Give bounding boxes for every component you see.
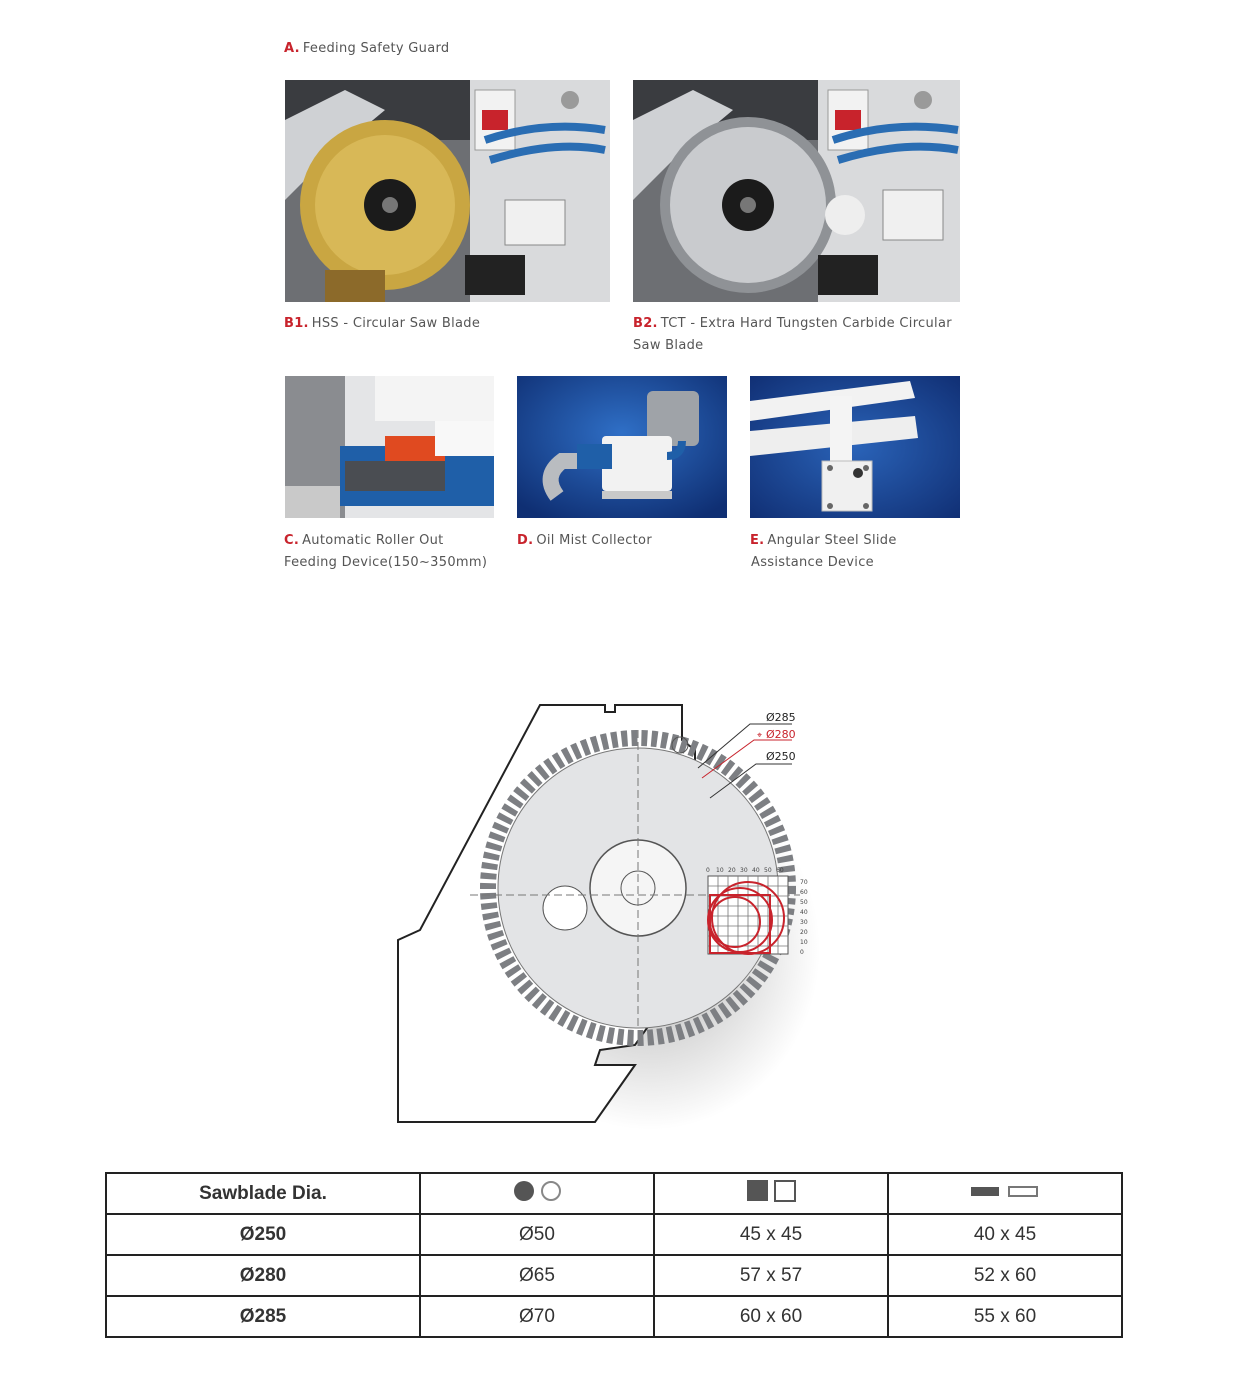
header-square bbox=[654, 1173, 888, 1214]
photo-hss-saw-blade bbox=[285, 80, 610, 302]
header-round bbox=[420, 1173, 654, 1214]
header-rectangle bbox=[888, 1173, 1122, 1214]
photo-angular-steel-slide bbox=[750, 376, 960, 518]
scale-top-30: 30 bbox=[740, 867, 748, 874]
row-rect: 52 x 60 bbox=[888, 1255, 1122, 1296]
photo-oil-mist-collector bbox=[517, 376, 727, 518]
row-rect: 55 x 60 bbox=[888, 1296, 1122, 1337]
round-bar-icon bbox=[510, 1178, 564, 1204]
rectangle-bar-icon bbox=[969, 1181, 1041, 1201]
row-round: Ø50 bbox=[420, 1214, 654, 1255]
caption-tct-saw-blade: B2. TCT - Extra Hard Tungsten Carbide Circular Saw Blade bbox=[633, 316, 952, 353]
row-round: Ø70 bbox=[420, 1296, 654, 1337]
table-header-row bbox=[106, 1173, 1122, 1214]
cutting-capacity-diagram bbox=[380, 690, 840, 1135]
photo-tct-saw-blade bbox=[633, 80, 960, 302]
caption-angular-steel-slide: E. Angular Steel Slide Assistance Device bbox=[750, 533, 897, 570]
scale-top-10: 10 bbox=[716, 867, 724, 874]
table-row bbox=[106, 1214, 1122, 1255]
label-285: Ø285 bbox=[766, 711, 796, 724]
scale-top-40: 40 bbox=[752, 867, 760, 874]
square-bar-icon bbox=[741, 1177, 801, 1205]
row-dia: Ø280 bbox=[106, 1255, 420, 1296]
row-rect: 40 x 45 bbox=[888, 1214, 1122, 1255]
scale-right-40: 40 bbox=[800, 909, 808, 916]
scale-right-30: 30 bbox=[800, 919, 808, 926]
sawblade-capacity-table bbox=[105, 1172, 1123, 1338]
caption-hss-saw-blade: B1. HSS - Circular Saw Blade bbox=[284, 316, 481, 331]
scale-right-0: 0 bbox=[800, 949, 804, 956]
scale-right-60: 60 bbox=[800, 889, 808, 896]
caption-roller-out-feeding: C. Automatic Roller Out Feeding Device(150~350mm) bbox=[284, 533, 488, 570]
caption-feeding-safety-guard: A. Feeding Safety Guard bbox=[284, 41, 450, 56]
scale-top-50: 50 bbox=[764, 867, 772, 874]
scale-top-0: 0 bbox=[706, 867, 710, 874]
row-square: 60 x 60 bbox=[654, 1296, 888, 1337]
table-row bbox=[106, 1296, 1122, 1337]
header-sawblade-dia: Sawblade Dia. bbox=[106, 1173, 420, 1214]
idler-disc bbox=[543, 886, 587, 930]
scale-top-20: 20 bbox=[728, 867, 736, 874]
photo-roller-out-feeding bbox=[285, 376, 494, 518]
row-dia: Ø285 bbox=[106, 1296, 420, 1337]
label-280: Ø280 bbox=[766, 728, 796, 741]
scale-right-20: 20 bbox=[800, 929, 808, 936]
row-round: Ø65 bbox=[420, 1255, 654, 1296]
row-square: 45 x 45 bbox=[654, 1214, 888, 1255]
label-250: Ø250 bbox=[766, 750, 796, 763]
row-dia: Ø250 bbox=[106, 1214, 420, 1255]
caption-oil-mist-collector: D. Oil Mist Collector bbox=[517, 533, 652, 548]
scale-right-50: 50 bbox=[800, 899, 808, 906]
row-square: 57 x 57 bbox=[654, 1255, 888, 1296]
scale-right-70: 70 bbox=[800, 879, 808, 886]
scale-right-10: 10 bbox=[800, 939, 808, 946]
table-row bbox=[106, 1255, 1122, 1296]
crosshair-icon: ⌖ bbox=[757, 731, 763, 741]
scale-top-60: 60 bbox=[776, 867, 784, 874]
